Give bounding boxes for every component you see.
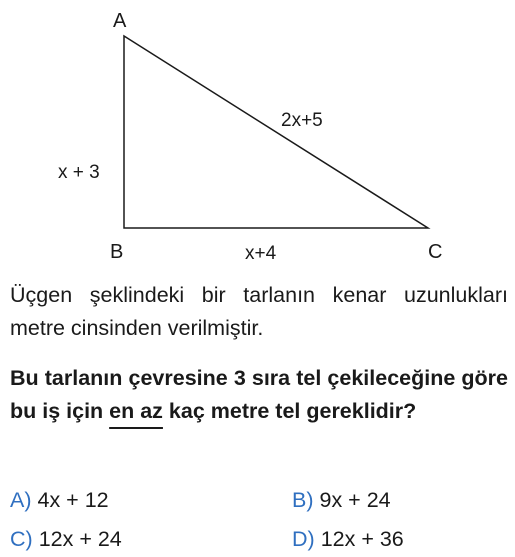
question-emphasis: en az xyxy=(109,399,163,423)
choice-d[interactable] xyxy=(292,524,404,554)
side-ab-label: x + 3 xyxy=(58,162,100,183)
vertex-b-label: B xyxy=(110,241,124,263)
choice-c-letter: C) xyxy=(10,527,33,551)
vertex-c-label: C xyxy=(428,241,443,263)
choice-d-text: 12x + 36 xyxy=(320,527,404,551)
question-part-1: Bu tarlanın çevresine 3 sıra tel çekileceğine göre bu iş için xyxy=(10,366,508,423)
vertex-a-label: A xyxy=(113,10,127,32)
question-text xyxy=(10,362,508,428)
choice-a[interactable] xyxy=(10,485,109,515)
question-part-2: kaç metre tel gereklidir? xyxy=(162,399,417,423)
choice-a-letter: A) xyxy=(10,488,32,512)
choice-b-letter: B) xyxy=(292,488,314,512)
choice-c-text: 12x + 24 xyxy=(38,527,122,551)
choice-c[interactable] xyxy=(10,524,122,554)
choice-b-text: 9x + 24 xyxy=(319,488,391,512)
triangle-shape xyxy=(124,36,428,228)
choice-b[interactable] xyxy=(292,485,391,515)
side-bc-label: x+4 xyxy=(245,243,277,264)
side-ac-label: 2x+5 xyxy=(281,110,323,131)
choice-a-text: 4x + 12 xyxy=(37,488,109,512)
intro-text: Üçgen şeklindeki bir tarlanın kenar uzunlukları metre cinsinden verilmiştir. xyxy=(10,283,508,340)
choice-d-letter: D) xyxy=(292,527,315,551)
